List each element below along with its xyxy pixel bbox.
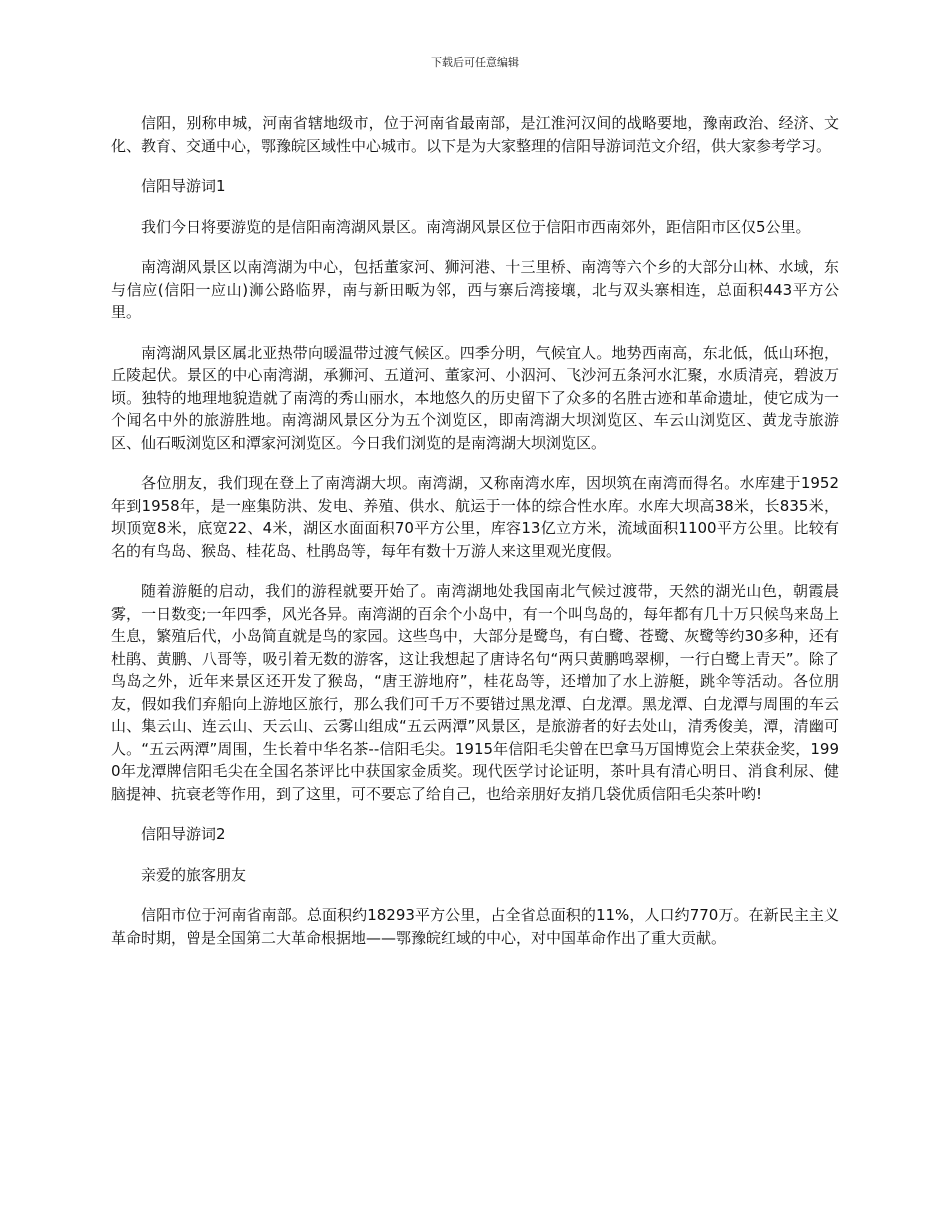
document-body	[111, 112, 839, 967]
intro-paragraph: 信阳，别称申城，河南省辖地级市，位于河南省最南部，是江淮河汉间的战略要地，豫南政治、经济、文化、教育、交通中心，鄂豫皖区域性中心城市。以下是为大家整理的信阳导游词范文介绍，供大家参考学习。	[111, 114, 839, 155]
section-heading-2: 信阳导游词2	[141, 825, 226, 843]
section-heading-1: 信阳导游词1	[141, 177, 226, 195]
page-header: 下载后可任意编辑	[431, 56, 519, 69]
body-paragraph: 南湾湖风景区属北亚热带向暖温带过渡气候区。四季分明，气候宜人。地势西南高，东北低，低山环抱，丘陵起伏。景区的中心南湾湖，承狮河、五道河、董家河、小泅河、飞沙河五条河水汇聚，水质清亮，碧波万顷。独特的地理地貌造就了南湾的秀山丽水，本地悠久的历史留下了众多的名胜古迹和革命遗址，使它成为一个闻名中外的旅游胜地。南湾湖风景区分为五个浏览区，即南湾湖大坝浏览区、车云山浏览区、黄龙寺旅游区、仙石畈浏览区和潭家河浏览区。今日我们浏览的是南湾湖大坝浏览区。	[111, 343, 839, 452]
body-paragraph: 南湾湖风景区以南湾湖为中心，包括董家河、狮河港、十三里桥、南湾等六个乡的大部分山林、水域，东与信应(信阳一应山)浉公路临界，南与新田畈为邻，西与寨后湾接壤，北与双头寨相连，总面积443平方公里。	[111, 258, 839, 321]
body-paragraph: 各位朋友，我们现在登上了南湾湖大坝。南湾湖，又称南湾水库，因坝筑在南湾而得名。水库建于1952年到1958年，是一座集防洪、发电、养殖、供水、航运于一体的综合性水库。水库大坝高38米，长835米，坝顶宽8米，底宽22、4米，湖区水面面积70平方公里，库容13亿立方米，流域面积1100平方公里。比较有名的有鸟岛、猴岛、桂花岛、杜鹃岛等，每年有数十万游人来这里观光度假。	[111, 474, 839, 560]
body-paragraph: 随着游艇的启动，我们的游程就要开始了。南湾湖地处我国南北气候过渡带，天然的湖光山色，朝霞晨雾，一日数变;一年四季，风光各异。南湾湖的百余个小岛中，有一个叫鸟岛的，每年都有几十万只候鸟来岛上生息，繁殖后代，小岛简直就是鸟的家园。这些鸟中，大部分是鹭鸟，有白鹭、苍鹭、灰鹭等约30多种，还有杜鹃、黄鹏、八哥等，吸引着无数的游客，这让我想起了唐诗名句“两只黄鹏鸣翠柳，一行白鹭上青天”。除了鸟岛之外，近年来景区还开发了猴岛，“唐王游地府”，桂花岛等，还增加了水上游艇，跳伞等活动。各位朋友，假如我们弃船向上游地区旅行，那么我们可千万不要错过黑龙潭、白龙潭。黑龙潭、白龙潭与周围的车云山、集云山、连云山、天云山、云雾山组成“五云两潭”风景区，是旅游者的好去处山，清秀俊美，潭，清幽可人。“五云两潭”周围，生长着中华名茶--信阳毛尖。1915年信阳毛尖曾在巴拿马万国博览会上荣获金奖，1990年龙潭牌信阳毛尖在全国名茶评比中获国家金质奖。现代医学讨论证明，茶叶具有清心明日、消食利尿、健脑提神、抗衰老等作用，到了这里，可不要忘了给自己，也给亲朋好友捎几袋优质信阳毛尖茶叶哟!	[111, 582, 839, 803]
body-paragraph: 我们今日将要游览的是信阳南湾湖风景区。南湾湖风景区位于信阳市西南郊外，距信阳市区仅5公里。	[141, 217, 811, 236]
body-paragraph: 信阳市位于河南省南部。总面积约18293平方公里，占全省总面积的11%，人口约770万。在新民主主义革命时期，曾是全国第二大革命根据地——鄂豫皖红域的中心，对中国革命作出了重大贡献。	[111, 906, 839, 947]
salutation: 亲爱的旅客朋友	[141, 865, 247, 884]
